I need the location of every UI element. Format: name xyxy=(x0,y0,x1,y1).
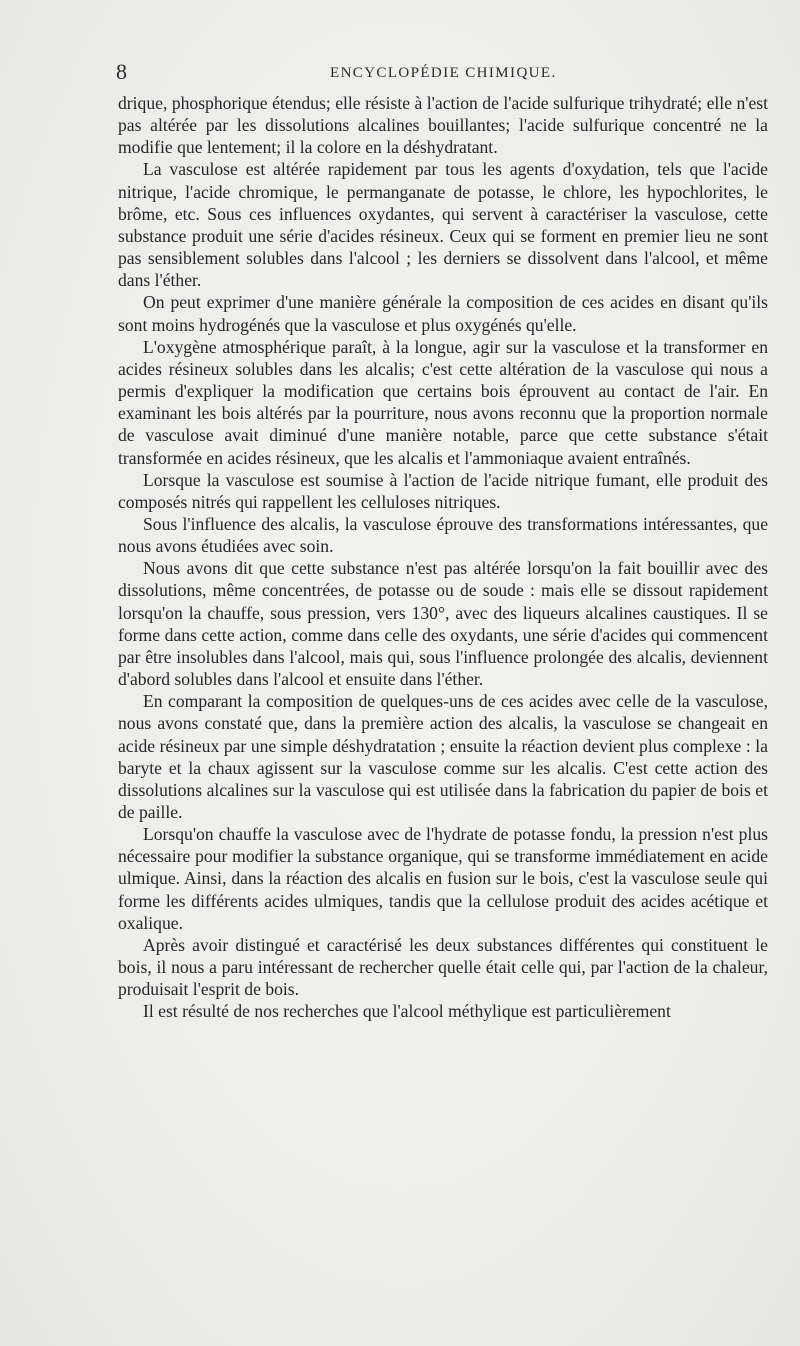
paragraph: Lorsqu'on chauffe la vasculose avec de l'hydrate de potasse fondu, la pression n'est plus nécessaire pour modifier la substance organique, qui se transforme immédiatement en acide ulmique. Ainsi, dans la réaction des alcalis en fusion sur le bois, c'est la vasculose seule qui forme les différents acides ulmiques, tandis que la cellulose produit des acides acétique et oxalique. xyxy=(118,824,768,933)
paragraph: L'oxygène atmosphérique paraît, à la longue, agir sur la vasculose et la transformer en acides résineux solubles dans les alcalis; c'est cette altération de la vasculose qui nous a permis d'expliquer la modification que certains bois éprouvent au contact de l'air. En examinant les bois altérés par la pourriture, nous avons reconnu que la proportion normale de vasculose avait diminué d'une manière notable, parce que cette substance s'était transformée en acides résineux, que les alcalis et l'ammoniaque avaient entraînés. xyxy=(118,336,768,468)
page-number: 8 xyxy=(116,59,127,84)
running-title: ENCYCLOPÉDIE CHIMIQUE. xyxy=(330,65,557,81)
paragraph: drique, phosphorique étendus; elle résiste à l'action de l'acide sulfurique trihydraté; elle n'est pas altérée par les dissolutions alcalines bouillantes; l'acide sulfurique concentré ne la modifie que lentement; il la colore en la déshydratant. xyxy=(118,93,768,158)
paragraph: Après avoir distingué et caractérisé les deux substances différentes qui constituent le bois, il nous a paru intéressant de rechercher quelle était celle qui, par l'action de la chaleur, produisait l'esprit de bois. xyxy=(118,934,768,1000)
paragraph: Il est résulté de nos recherches que l'alcool méthylique est particulièrement xyxy=(143,1001,671,1022)
paragraph: Sous l'influence des alcalis, la vasculose éprouve des transformations intéressantes, que nous avons étudiées avec soin. xyxy=(118,513,768,557)
paragraph: On peut exprimer d'une manière générale la composition de ces acides en disant qu'ils sont moins hydrogénés que la vasculose et plus oxygénés qu'elle. xyxy=(118,292,768,335)
body-text xyxy=(118,92,768,1023)
paragraph: Lorsque la vasculose est soumise à l'action de l'acide nitrique fumant, elle produit des composés nitrés qui rappellent les celluloses nitriques. xyxy=(118,469,768,512)
paragraph: Nous avons dit que cette substance n'est pas altérée lorsqu'on la fait bouillir avec des dissolutions, même concentrées, de potasse ou de soude : mais elle se dissout rapidement lorsqu'on la chauffe, sous pression, vers 130°, avec des liqueurs alcalines caustiques. Il se forme dans cette action, comme dans celle des oxydants, une série d'acides qui commencent par être insolubles dans l'alcool, mais qui, sous l'influence prolongée des alcalis, deviennent d'abord solubles dans l'alcool et ensuite dans l'éther. xyxy=(118,558,768,690)
page-header xyxy=(116,60,766,84)
paragraph: En comparant la composition de quelques-uns de ces acides avec celle de la vasculose, nous avons constaté que, dans la première action des alcalis, la vasculose se changeait en acide résineux par une simple déshydratation ; ensuite la réaction devient plus complexe : la baryte et la chaux agissent sur la vasculose comme sur les alcalis. C'est cette action des dissolutions alcalines sur la vasculose qui est utilisée dans la fabrication du papier de bois et de paille. xyxy=(118,691,768,822)
paragraph: La vasculose est altérée rapidement par tous les agents d'oxydation, tels que l'acide nitrique, l'acide chromique, le permanganate de potasse, le chlore, les hypochlorites, le brôme, etc. Sous ces influences oxydantes, qui servent à caractériser la vasculose, cette substance produit une série d'acides résineux. Ceux qui se forment en premier lieu ne sont pas sensiblement solubles dans l'alcool ; les derniers se dissolvent dans l'alcool, et même dans l'éther. xyxy=(118,159,768,291)
